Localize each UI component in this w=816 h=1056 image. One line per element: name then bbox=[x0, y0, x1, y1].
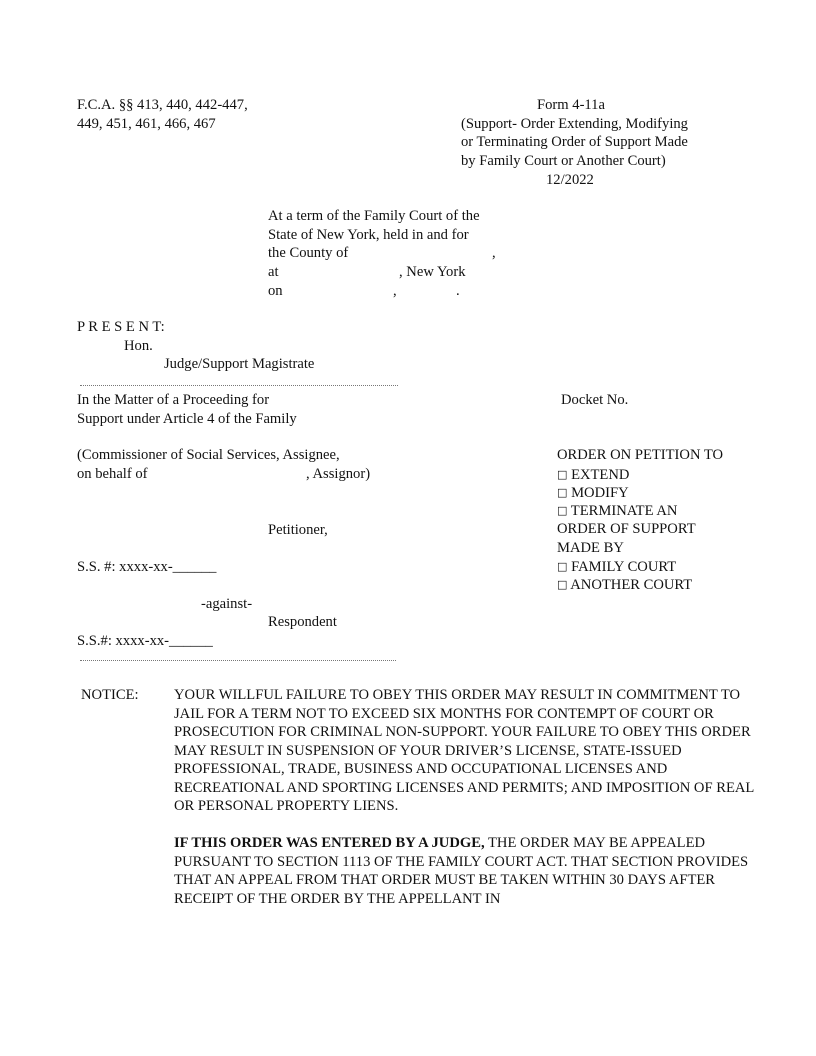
docket-number-label: Docket No. bbox=[561, 392, 629, 408]
option-terminate-label: TERMINATE AN bbox=[570, 503, 678, 519]
checkbox-another-court[interactable]: □ bbox=[557, 578, 568, 591]
order-title-line-1: ORDER ON PETITION TO bbox=[557, 447, 724, 463]
notice-paragraph-1: YOUR WILLFUL FAILURE TO OBEY THIS ORDER MAY RESULT IN COMMITMENT TO JAIL FOR A TERM NOT TO EXCEED SIX MONTHS FOR CONTEMPT OF COURT OR PROSECUTION FOR CRIMINAL NON-SUPPORT. YOUR FAILURE TO OBEY THIS ORDER MAY RESULT IN SUSPENSION OF YOUR DRIVER’S LICENSE, STATE-ISSUED PROFESSIONAL, TRADE, BUSINESS AND OCCUPATIONAL LICENSES AND RECREATIONAL AND SPORTING LICENSES AND PERMITS; AND IMPOSITION OF REAL OR PERSONAL PROPERTY LIENS. bbox=[174, 687, 754, 814]
term-new-york: , New York bbox=[399, 264, 466, 280]
option-modify-label: MODIFY bbox=[571, 485, 629, 501]
form-description-line-3: by Family Court or Another Court) bbox=[461, 153, 666, 169]
form-description-line-2: or Terminating Order of Support Made bbox=[461, 134, 688, 150]
term-line-2: State of New York, held in and for bbox=[268, 227, 469, 243]
respondent-label: Respondent bbox=[268, 614, 337, 630]
petitioner-label: Petitioner, bbox=[268, 522, 328, 538]
notice-body bbox=[174, 686, 764, 908]
petitioner-ssn: S.S. #: xxxx-xx-______ bbox=[77, 559, 217, 575]
checkbox-family-court[interactable]: □ bbox=[557, 560, 568, 573]
notice-label: NOTICE: bbox=[81, 687, 139, 703]
statute-citation-line-2: 449, 451, 461, 466, 467 bbox=[77, 116, 216, 132]
notice-paragraph-2-text: THE ORDER MAY BE APPEALED PURSUANT TO SECTION 1113 OF THE FAMILY COURT ACT. THAT SECTION PROVIDES THAT AN APPEAL FROM THAT ORDER MUST BE TAKEN WITHIN 30 DAYS AFTER RECEIPT OF THE ORDER BY THE APPELLANT IN bbox=[174, 835, 749, 907]
form-description-line-1: (Support- Order Extending, Modifying bbox=[461, 116, 688, 132]
option-terminate bbox=[557, 502, 677, 520]
option-family-court bbox=[557, 558, 676, 576]
on-behalf-of-label: on behalf of bbox=[77, 466, 148, 482]
term-date-period: . bbox=[456, 283, 460, 299]
hon-label: Hon. bbox=[124, 338, 153, 354]
order-of-support-line: ORDER OF SUPPORT bbox=[557, 521, 696, 537]
assignor-label: , Assignor) bbox=[306, 466, 371, 482]
present-label: P R E S E N T: bbox=[77, 319, 165, 335]
checkbox-terminate[interactable]: □ bbox=[557, 504, 568, 517]
notice-paragraph-2 bbox=[174, 834, 764, 908]
term-at-label: at bbox=[268, 264, 279, 280]
commissioner-line: (Commissioner of Social Services, Assignee, bbox=[77, 447, 340, 463]
term-date-comma: , bbox=[393, 283, 397, 299]
matter-line-1: In the Matter of a Proceeding for bbox=[77, 392, 270, 408]
option-extend-label: EXTEND bbox=[571, 467, 630, 483]
judge-label: Judge/Support Magistrate bbox=[164, 356, 315, 372]
option-another-court bbox=[557, 576, 692, 594]
term-county-comma: , bbox=[492, 245, 496, 261]
against-label: -against- bbox=[201, 596, 253, 612]
term-on-label: on bbox=[268, 283, 283, 299]
option-extend bbox=[557, 466, 629, 484]
checkbox-extend[interactable]: □ bbox=[557, 468, 568, 481]
respondent-ssn: S.S.#: xxxx-xx-______ bbox=[77, 633, 213, 649]
made-by-line: MADE BY bbox=[557, 540, 624, 556]
matter-line-2: Support under Article 4 of the Family bbox=[77, 411, 297, 427]
term-line-1: At a term of the Family Court of the bbox=[268, 208, 480, 224]
checkbox-modify[interactable]: □ bbox=[557, 486, 568, 499]
option-family-court-label: FAMILY COURT bbox=[571, 559, 677, 575]
statute-citation-line-1: F.C.A. §§ 413, 440, 442-447, bbox=[77, 97, 248, 113]
caption-divider-top bbox=[80, 385, 398, 386]
option-another-court-label: ANOTHER COURT bbox=[570, 577, 693, 593]
form-number: Form 4-11a bbox=[537, 97, 605, 113]
form-date: 12/2022 bbox=[546, 172, 594, 188]
term-county-label: the County of bbox=[268, 245, 349, 261]
notice-paragraph-2-bold: IF THIS ORDER WAS ENTERED BY A JUDGE, bbox=[174, 835, 485, 851]
option-modify bbox=[557, 484, 629, 502]
caption-divider-bottom bbox=[80, 660, 396, 661]
